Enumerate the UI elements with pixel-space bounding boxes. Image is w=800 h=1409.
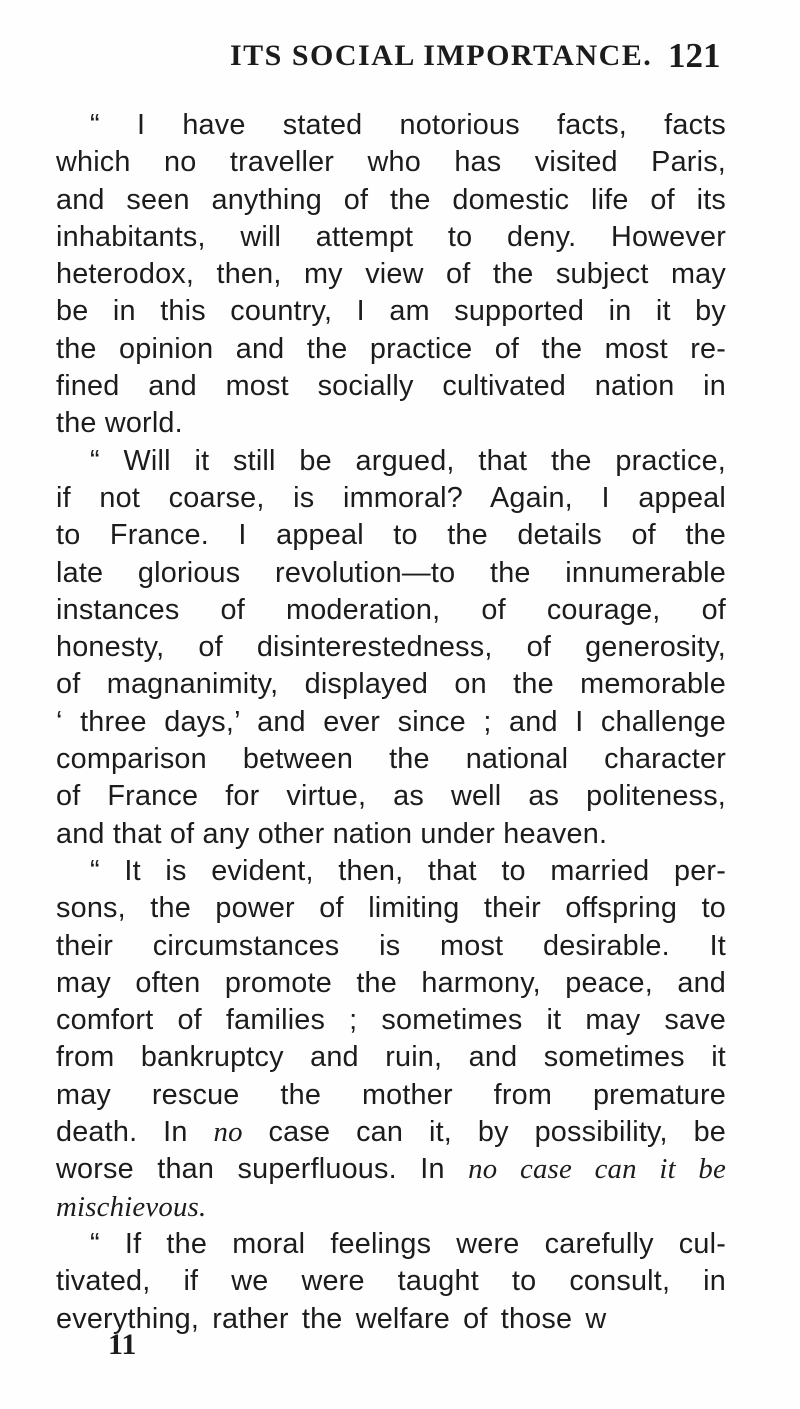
text-line: may often promote the harmony, peace, and [56, 966, 726, 999]
text-line: and seen anything of the domestic life of its [56, 183, 726, 216]
text-line: late glorious revolution—to the innumerable [56, 556, 726, 589]
text-fragment: death. In [56, 1116, 214, 1149]
text-fragment: case can it, by possibility, be [242, 1116, 726, 1149]
running-title: ITS SOCIAL IMPORTANCE. [230, 39, 653, 72]
running-head [0, 36, 800, 76]
text-line: if not coarse, is immoral? Again, I appeal [56, 481, 726, 514]
text-line: their circumstances is most desirable. It [56, 929, 726, 962]
text-line: honesty, of disinterestedness, of generosity, [56, 631, 726, 664]
text-line: “ I have stated notorious facts, facts [90, 109, 726, 141]
text-line: “ If the moral feelings were carefully cul- [90, 1227, 726, 1260]
text-line: and that of any other nation under heaven. [56, 817, 608, 850]
italic-word: no [213, 1116, 243, 1149]
body-text [56, 107, 726, 1338]
text-line: may rescue the mother from premature [56, 1078, 726, 1111]
text-line: the opinion and the practice of the most re- [56, 332, 726, 365]
italic-phrase: no case can it be [468, 1153, 726, 1186]
text-line: from bankruptcy and ruin, and sometimes it [56, 1041, 726, 1074]
text-line: instances of moderation, of courage, of [56, 593, 726, 626]
text-line: everything, rather the welfare of those w [56, 1302, 607, 1335]
page-number: 121 [668, 36, 721, 75]
text-line: inhabitants, will attempt to deny. However [56, 220, 726, 253]
text-line: of magnanimity, displayed on the memorable [56, 668, 726, 701]
text-line: to France. I appeal to the details of the [56, 519, 726, 552]
text-line-mixed [56, 1151, 726, 1188]
text-line: “ Will it still be argued, that the practice, [90, 444, 726, 477]
signature-mark: 11 [108, 1328, 137, 1361]
text-line: which no traveller who has visited Paris, [56, 146, 726, 179]
text-line: comparison between the national character [56, 743, 726, 776]
text-line: of France for virtue, as well as politeness, [56, 780, 726, 813]
text-line: fined and most socially cultivated nation in [56, 370, 726, 403]
text-line: comfort of families ; sometimes it may save [56, 1004, 726, 1037]
text-line-italic: mischievous. [56, 1190, 207, 1223]
text-line: sons, the power of limiting their offspring to [56, 892, 726, 925]
text-line: be in this country, I am supported in it by [56, 295, 726, 328]
text-line: “ It is evident, then, that to married per- [90, 854, 726, 887]
text-line: ‘ three days,’ and ever since ; and I challenge [56, 705, 726, 738]
text-fragment: worse than superfluous. In [56, 1153, 469, 1186]
text-line: heterodox, then, my view of the subject may [56, 258, 726, 291]
text-line: tivated, if we were taught to consult, in [56, 1265, 726, 1298]
text-line-mixed [56, 1114, 726, 1151]
text-line: the world. [56, 407, 183, 440]
